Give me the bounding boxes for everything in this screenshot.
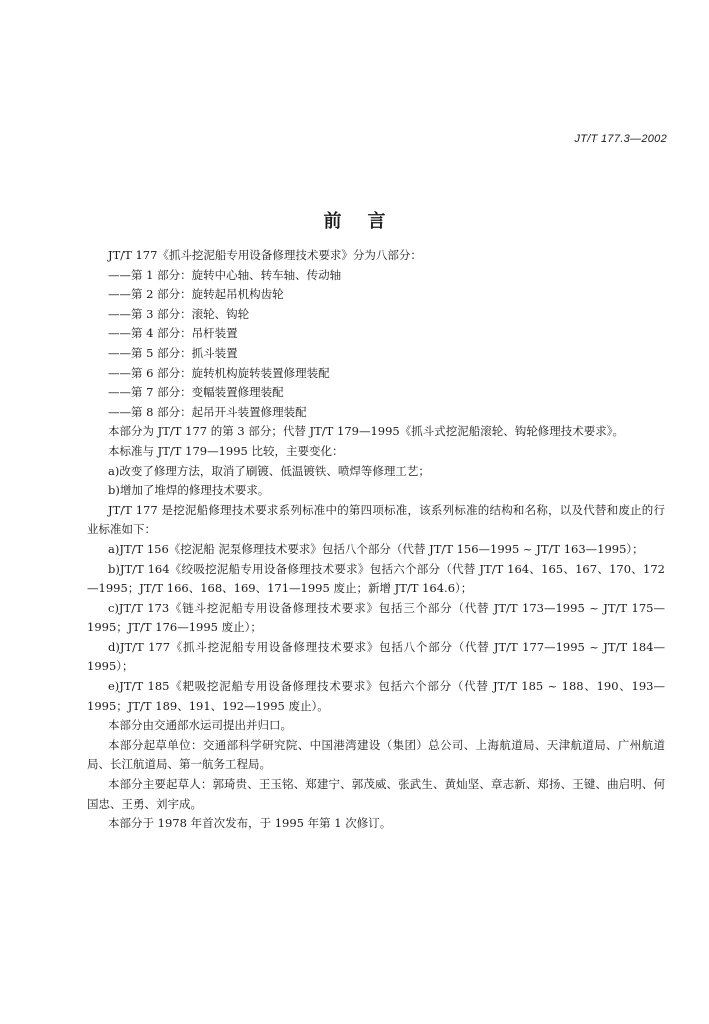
list-item: ——第 8 部分：起吊开斗装置修理装配 (108, 404, 307, 419)
series-item: a)JT/T 156《挖泥船 泥泵修理技术要求》包括八个部分（代替 JT/T 156—1995 ~ JT/T 163—1995）； (108, 541, 644, 556)
list-item: ——第 7 部分：变幅装置修理装配 (108, 385, 284, 400)
change-item: a)改变了修理方法，取消了刷镀、低温镀铁、喷焊等修理工艺； (108, 463, 430, 478)
series-item: b)JT/T 164《绞吸挖泥船专用设备修理技术要求》包括六个部分（代替 JT/T 164、165、167、170、172—1995；JT/T 166、168、169、171—1995 废止；新增 JT/T 164.6）； (87, 561, 665, 596)
drafting-units-paragraph: 本部分起草单位：交通部科学研究院、中国港湾建设（集团）总公司、上海航道局、天津航道局、广州航道局、长江航道局、第一航务工程局。 (87, 737, 665, 772)
series-item: c)JT/T 173《链斗挖泥船专用设备修理技术要求》包括三个部分（代替 JT/T 173—1995 ~ JT/T 175—1995；JT/T 176—1995 废止）； (87, 600, 665, 635)
list-item: ——第 4 部分：吊杆装置 (108, 326, 238, 341)
series-item: e)JT/T 185《耙吸挖泥船专用设备修理技术要求》包括六个部分（代替 JT/T 185 ~ 188、190、193—1995；JT/T 189、191、192—1995 废止）。 (87, 679, 665, 713)
list-item: ——第 2 部分：旋转起吊机构齿轮 (108, 287, 284, 302)
history-paragraph: 本部分于 1978 年首次发布，于 1995 年第 1 次修订。 (108, 816, 392, 831)
series-intro: JT/T 177 是挖泥船修理技术要求系列标准中的第四项标准，该系列标准的结构和名称，以及代替和废止的行业标准如下： (87, 502, 665, 537)
foreword-body (87, 246, 665, 834)
proposer-paragraph: 本部分由交通部水运司提出并归口。 (108, 718, 292, 733)
standard-code-header: JT/T 177.3—2002 (574, 133, 667, 145)
change-item: b)增加了堆焊的修理技术要求。 (108, 483, 270, 498)
list-item: ——第 5 部分：抓斗装置 (108, 345, 238, 360)
drafters-paragraph: 本部分主要起草人：郭琦贵、王玉铭、郑建宁、郭茂威、张武生、黄灿坚、章志新、郑扬、王键、曲启明、何国忠、王勇、刘宇成。 (87, 777, 665, 811)
replace-note: 本部分为 JT/T 177 的第 3 部分；代替 JT/T 179—1995《抓斗式挖泥船滚轮、钩轮修理技术要求》。 (108, 424, 624, 439)
list-item: ——第 6 部分：旋转机构旋转装置修理装配 (108, 365, 330, 380)
compare-intro: 本标准与 JT/T 179—1995 比较，主要变化： (108, 443, 344, 458)
list-item: ——第 3 部分：滚轮、钩轮 (108, 306, 250, 321)
parts-list (87, 266, 665, 423)
series-item: d)JT/T 177《抓斗挖泥船专用设备修理技术要求》包括八个部分（代替 JT/T 177—1995 ~ JT/T 184—1995）； (87, 639, 665, 674)
page-title: 前言 (323, 211, 412, 232)
intro-paragraph: JT/T 177《抓斗挖泥船专用设备修理技术要求》分为八部分： (108, 248, 422, 262)
list-item: ——第 1 部分：旋转中心轴、转车轴、传动轴 (108, 267, 342, 282)
